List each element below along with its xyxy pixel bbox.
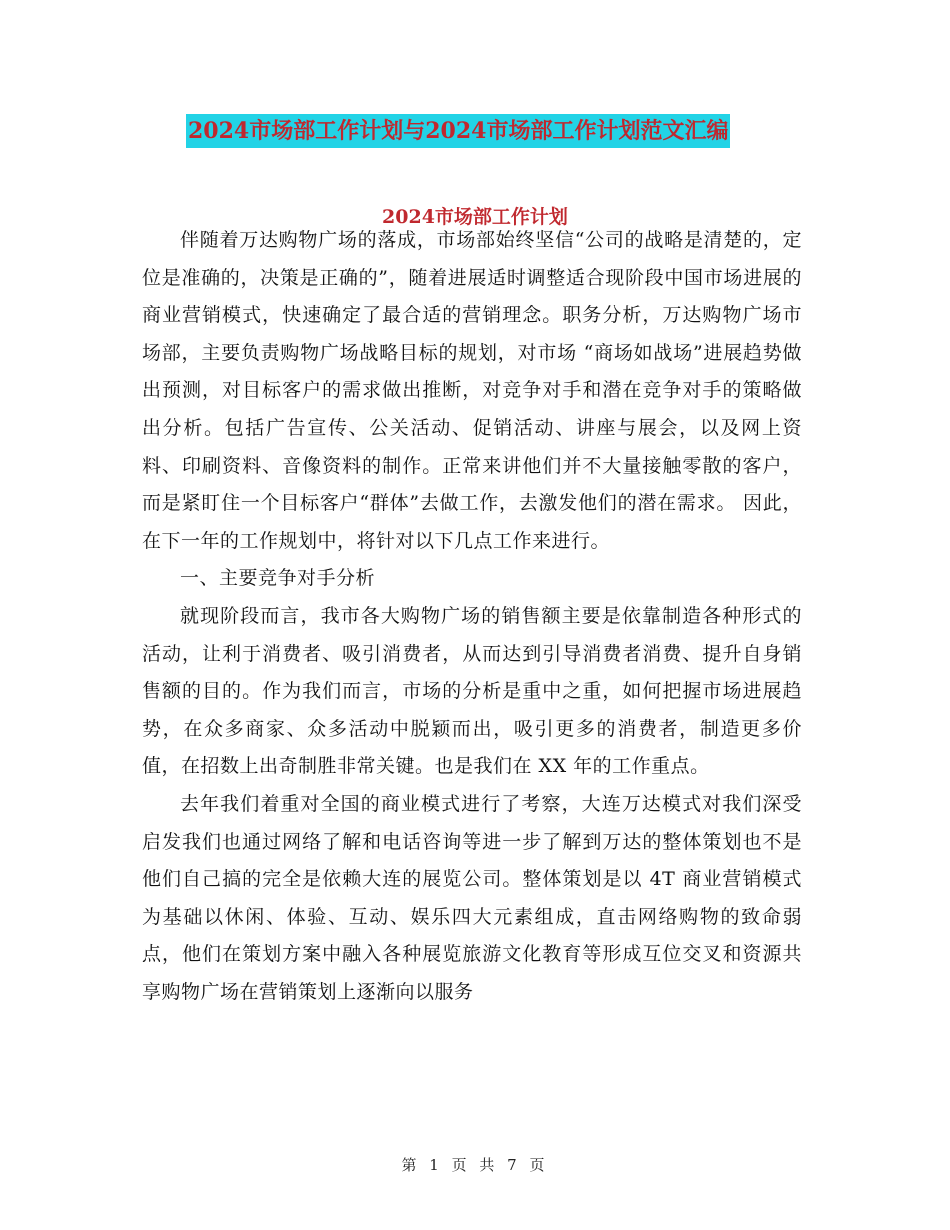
document-body bbox=[142, 222, 802, 1011]
paragraph: 就现阶段而言，我市各大购物广场的销售额主要是依靠制造各种形式的活动，让利于消费者、吸引消费者，从而达到引导消费者消费、提升自身销售额的目的。作为我们而言，市场的分析是重中之重，如何把握市场进展趋势，在众多商家、众多活动中脱颖而出，吸引更多的消费者，制造更多价值，在招数上出奇制胜非常关键。也是我们在 XX 年的工作重点。 bbox=[142, 604, 802, 778]
document-title: 2024市场部工作计划与2024市场部工作计划范文汇编 bbox=[186, 114, 730, 148]
paragraph: 伴随着万达购物广场的落成，市场部始终坚信“公司的战略是清楚的，定位是准确的，决策是正确的”，随着进展适时调整适合现阶段中国市场进展的商业营销模式，快速确定了最合适的营销理念。职务分析，万达购物广场市场部，主要负责购物广场战略目标的规划，对市场 “商场如战场”进展趋势做出预测，对目标客户的需求做出推断，对竞争对手和潜在竞争对手的策略做出分析。包括广告宣传、公关活动、促销活动、讲座与展会，以及网上资料、印刷资料、音像资料的制作。正常来讲他们并不大量接触零散的客户，而是紧盯住一个目标客户“群体”去做工作，去激发他们的潜在需求。 因此，在下一年的工作规划中，将针对以下几点工作来进行。 bbox=[142, 229, 802, 552]
paragraph: 去年我们着重对全国的商业模式进行了考察，大连万达模式对我们深受启发我们也通过网络了解和电话咨询等进一步了解到万达的整体策划也不是他们自己搞的完全是依赖大连的展览公司。整体策划是以 4T 商业营销模式为基础以休闲、体验、互动、娱乐四大元素组成，直击网络购物的致命弱点，他们在策划方案中融入各种展览旅游文化教育等形成互位交叉和资源共享购物广场在营销策划上逐渐向以服务 bbox=[142, 792, 802, 1003]
section-title: 2024市场部工作计划 bbox=[382, 206, 568, 228]
subheading: 一、主要竞争对手分析 bbox=[180, 567, 376, 590]
page-number-footer: 第 1 页 共 7 页 bbox=[401, 1156, 549, 1174]
